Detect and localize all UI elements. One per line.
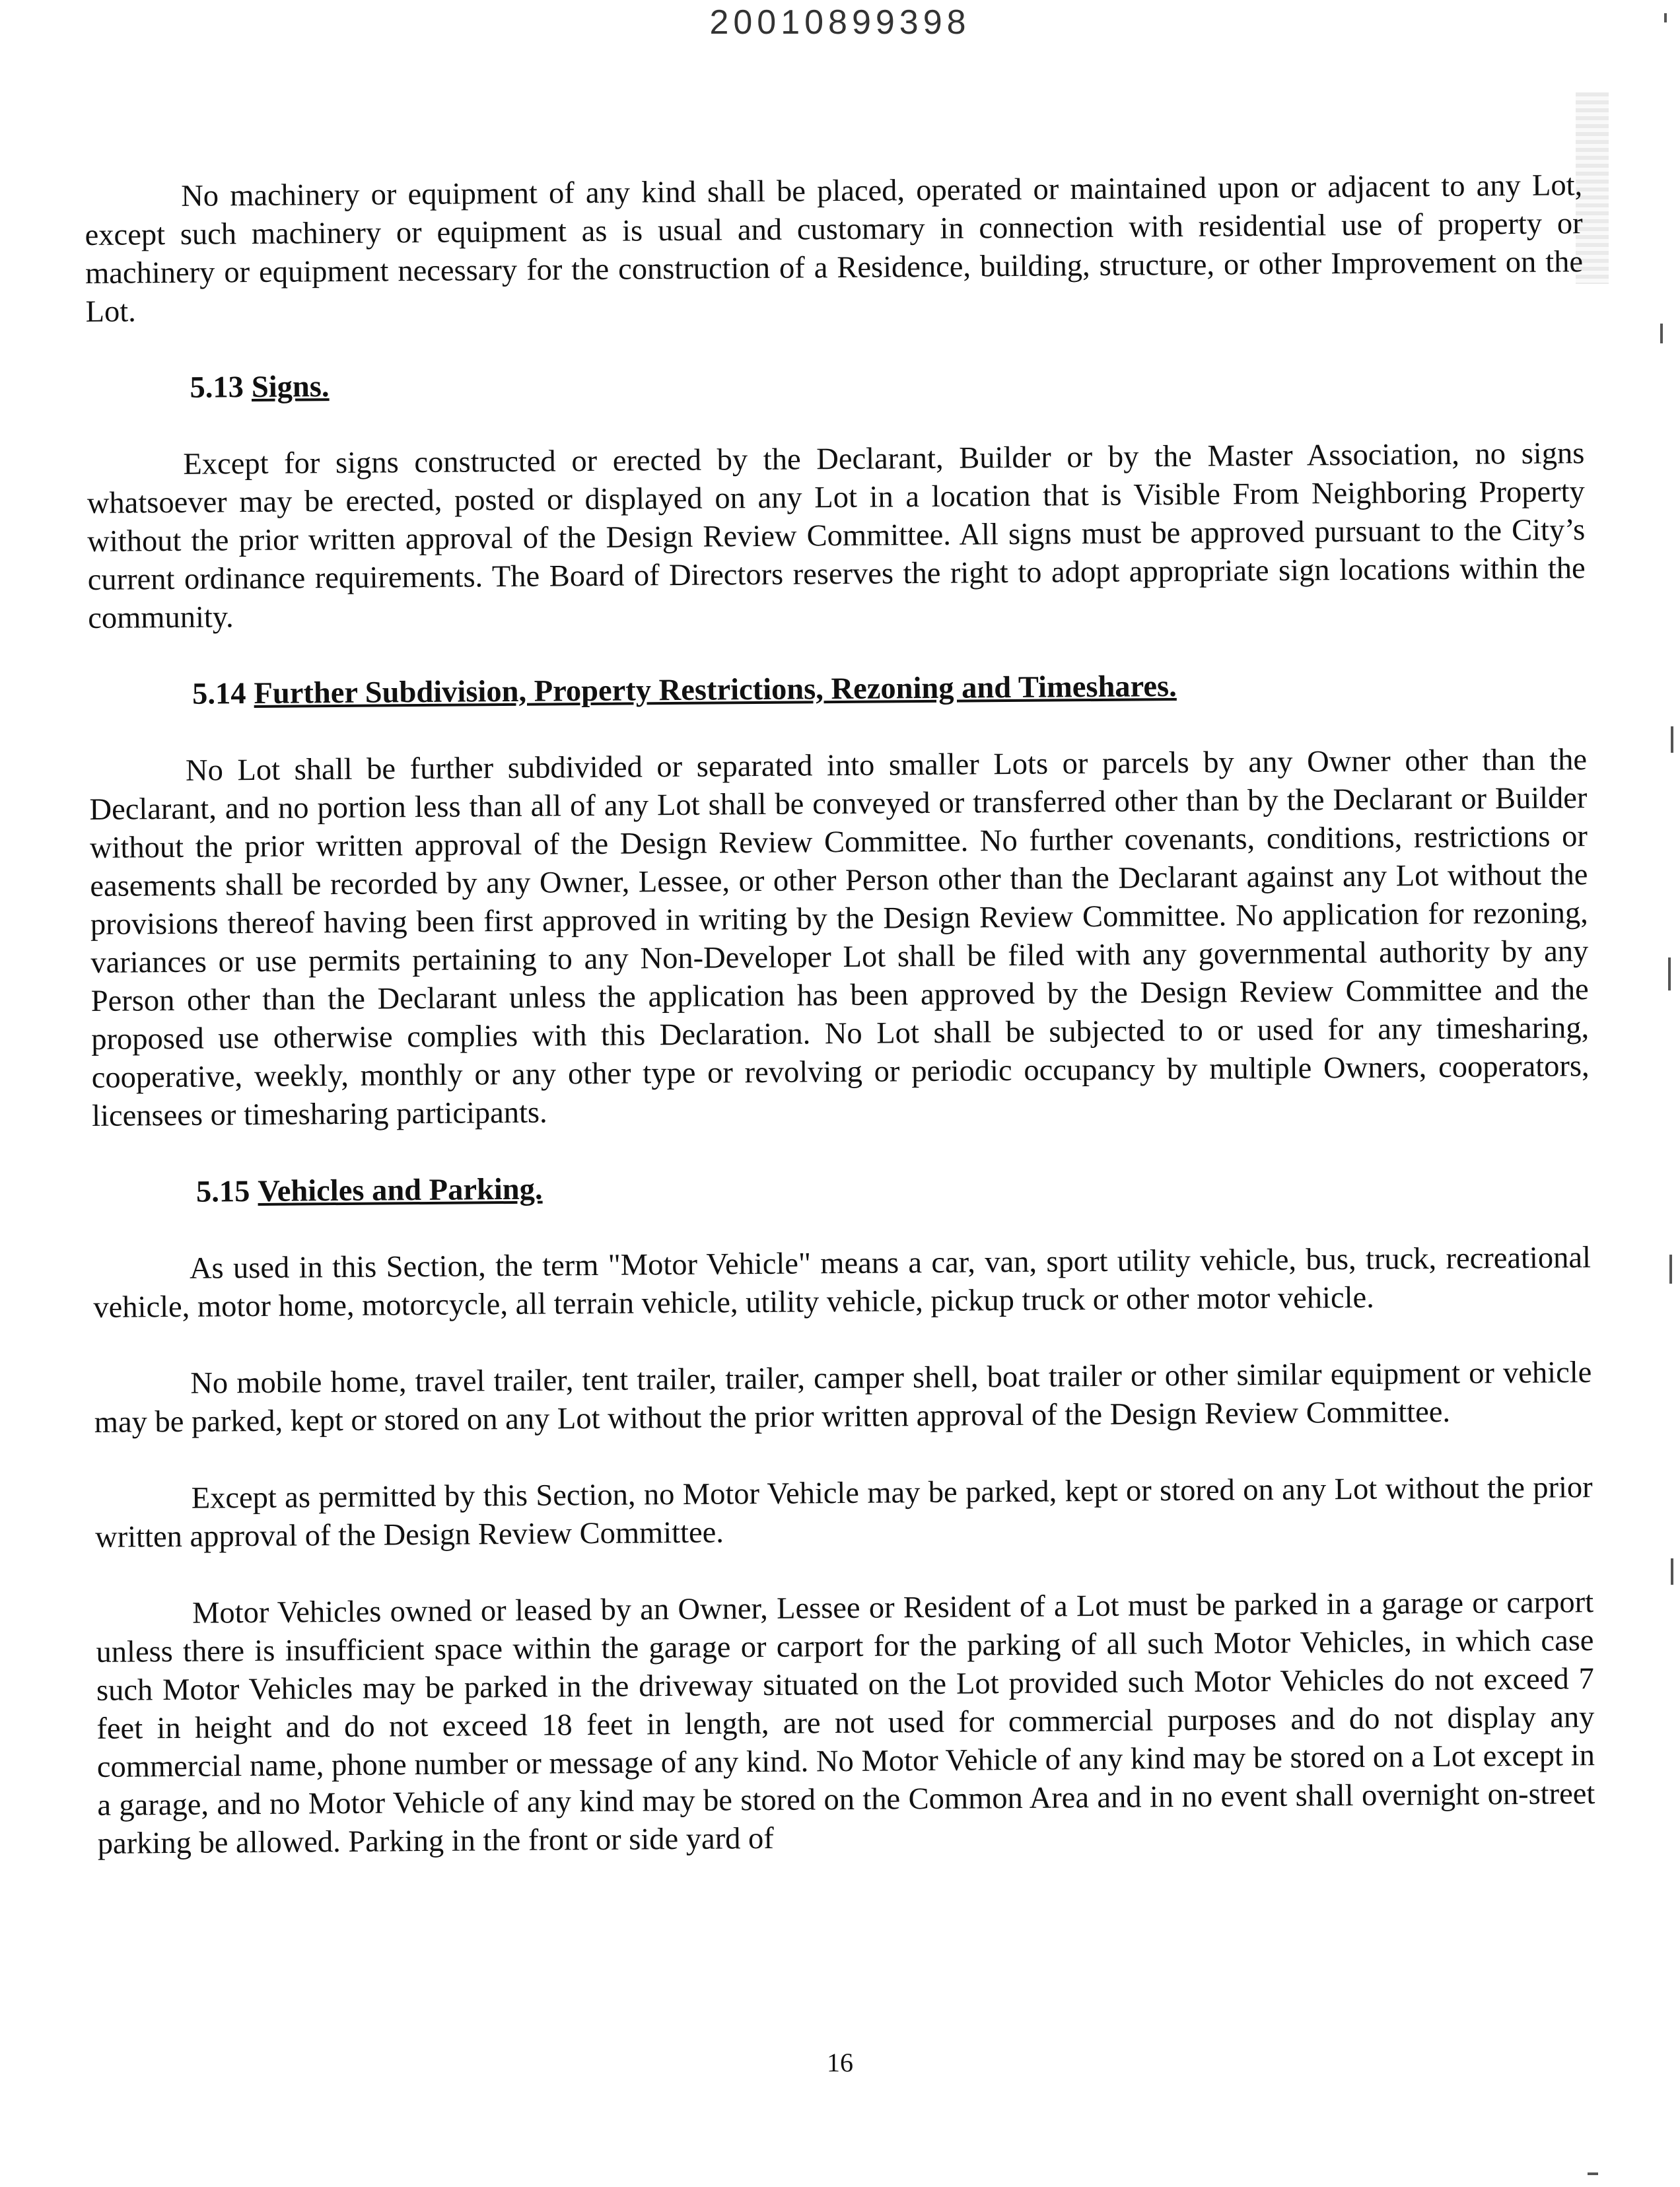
section-5-15-paragraph-3: Except as permitted by this Section, no Motor Vehicle may be parked, kept or stored on any Lot without the prior written approval of the Design Review Committee. [94,1471,1593,1554]
page-number: 16 [827,2048,853,2077]
scan-speck [1671,1558,1673,1585]
scan-speck [1588,2172,1598,2175]
document-number: 20010899398 [709,3,971,42]
scan-speck [1664,13,1667,22]
section-title: Further Subdivision, Property Restrictions, Rezoning and Timeshares. [254,670,1177,711]
intro-paragraph: No machinery or equipment of any kind shall be placed, operated or maintained upon or adjacent to any Lot, except such machinery or equipment as is usual and customary in connection with residential use of property or machinery or equipment necessary for the construction of a Residence, building, structure, or other Improvement on the Lot. [85,168,1584,329]
section-number: 5.15 [195,1175,250,1209]
section-heading-5-13 [190,358,1584,407]
section-5-15-paragraph-2: No mobile home, travel trailer, tent trailer, trailer, camper shell, boat trailer or other similar equipment or vehicle may be parked, kept or stored on any Lot without the prior written approval of the Design Review Committee. [94,1356,1592,1440]
section-5-15-paragraph-1: As used in this Section, the term "Motor Vehicle" means a car, van, sport utility vehicle, bus, truck, recreational vehicle, motor home, motorcycle, all terrain vehicle, utility vehicle, pickup truck or other motor vehicle. [93,1241,1592,1325]
section-title: Signs. [251,370,330,405]
section-5-13-paragraph: Except for signs constructed or erected by the Declarant, Builder or by the Master Association, no signs whatsoever may be erected, posted or displayed on any Lot in a location that is Visible From Neighboring Property without the prior written approval of the Design Review Committee. All signs must be approved pursuant to the City’s current ordinance requirements. The Board of Directors reserves the right to adopt appropriate sign locations within the community. [87,436,1586,635]
document-body [85,166,1595,1902]
section-number: 5.13 [190,370,244,405]
section-5-15-paragraph-4: Motor Vehicles owned or leased by an Owner, Lessee or Resident of a Lot must be parked in a garage or carport unless there is insufficient space within the garage or carport for the parking of all such Motor Vehicles, in which case such Motor Vehicles may be parked in the driveway situated on the Lot provided such Motor Vehicles do not exceed 7 feet in height and do not exceed 18 feet in length, are not used for commercial purposes and do not display any commercial name, phone number or message of any kind. No Motor Vehicle of any kind may be stored on a Lot except in a garage, and no Motor Vehicle of any kind may be stored on the Common Area and in no event shall overnight on-street parking be allowed. Parking in the front or side yard of [96,1585,1595,1861]
scan-speck [1668,957,1671,990]
scan-speck [1671,726,1673,753]
section-5-14-paragraph: No Lot shall be further subdivided or separated into smaller Lots or parcels by any Owner other than the Declarant, and no portion less than all of any Lot shall be conveyed or transferred other than by the Declarant or Builder without the prior written approval of the Design Review Committee. No further covenants, conditions, restrictions or easements shall be recorded by any Owner, Lessee, or other Person other than the Declarant against any Lot without the provisions thereof having been first approved in writing by the Design Review Committee. No application for rezoning, variances or use permits pertaining to any Non-Developer Lot shall be filed with any governmental authority by any Person other than the Declarant unless the application has been approved by the Design Review Committee and the proposed use otherwise complies with this Declaration. No Lot shall be subjected to or used for any timesharing, cooperative, weekly, monthly or any other type or revolving or periodic occupancy by multiple Owners, cooperators, licensees or timesharing participants. [89,743,1590,1133]
section-heading-5-14 [192,664,1586,714]
section-title: Vehicles and Parking. [258,1172,543,1208]
scan-speck [1669,1255,1672,1284]
section-heading-5-15 [196,1162,1590,1212]
scan-speck [1660,324,1663,343]
section-number: 5.14 [192,677,246,711]
